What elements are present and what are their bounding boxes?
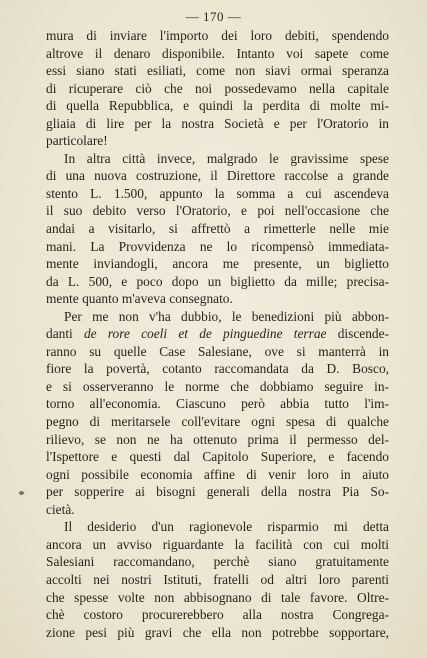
text-line: di quella Repubblica, e quindi la perdita di molte mi- [46, 98, 389, 114]
text-line: essi siano stati esiliati, come non siavi ormai speranza [46, 63, 389, 79]
text-line: di ricuperare ciò che noi possedevamo nella capitale [46, 80, 389, 96]
text-segment: danti [46, 326, 84, 342]
text-line: particolare! [46, 133, 108, 149]
margin-ink-spot [19, 491, 24, 495]
text-line: di una nuova costruzione, il Direttore raccolse a grande [46, 168, 389, 184]
text-line: Il desiderio d'un ragionevole risparmio mi detta [64, 519, 389, 535]
text-line: Salesiani raccomandano, perchè siano gratuitamente [46, 554, 389, 570]
page-number: — 170 — [185, 9, 242, 24]
text-line: il suo debito verso l'Oratorio, e poi nell'occasione che [46, 203, 389, 219]
text-line: torno all'economia. Ciascuno però abbia tutto l'im- [46, 396, 389, 412]
text-line: l'Ispettore e questi dal Capitolo Superiore, e facendo [46, 449, 389, 465]
text-line: stento L. 1.500, appunto la somma a cui ascendeva [46, 185, 389, 201]
text-line [46, 325, 389, 343]
text-line: Per me non v'ha dubbio, le benedizioni più abbon- [64, 308, 389, 324]
text-line: chè costoro procurerebbero alla nostra Congrega- [46, 607, 389, 623]
text-line: accolti nei nostri Istituti, fratelli od altri loro parenti [46, 571, 389, 587]
text-line: ancora un avviso riguardante la facilità con cui molti [46, 536, 389, 552]
text-line: mente quanto m'aveva consegnato. [46, 291, 233, 307]
text-line: In altra città invece, malgrado le gravissime spese [64, 150, 389, 166]
text-line: da L. 500, e poco dopo un biglietto da mille; precisa- [46, 273, 389, 289]
text-line: ranno su quelle Case Salesiane, ove si manterrà in [46, 343, 389, 359]
text-segment: discende- [326, 326, 389, 342]
text-line: gliaia di lire per la nostra Società e per l'Oratorio in [46, 115, 389, 131]
text-line: altrove il denaro disponibile. Intanto voi sapete come [46, 45, 389, 61]
text-line: fiore la povertà, cotanto raccomandata da D. Bosco, [46, 361, 389, 377]
text-line: mura di inviare l'importo dei loro debiti, spendendo [46, 28, 389, 43]
latin-quote: de rore coeli et de pinguedine terrae [83, 326, 327, 342]
text-line: mani. La Provvidenza ne lo ricompensò immediata- [46, 238, 389, 254]
text-line: per sopperire ai bisogni generali della nostra Pia So- [46, 484, 389, 500]
text-line: zione pesi più gravi che ella non potrebbe sopportare, [46, 624, 389, 640]
text-line: mente inviandogli, ancora me presente, un biglietto [46, 256, 389, 272]
text-line: ogni possibile economia affine di venir loro in aiuto [46, 466, 389, 482]
text-line: cietà. [46, 501, 75, 517]
text-line: andai a visitarlo, si affrettò a rimetterle nelle mie [46, 221, 389, 237]
text-line: che spesse volte non abbisognano di tale favore. Oltre- [46, 589, 389, 605]
body-text [46, 27, 389, 641]
text-line: rilievo, se non ne ha ottenuto prima il permesso del- [46, 431, 389, 447]
text-line: pegno di meritarsele coll'evitare ogni spesa di qualche [46, 414, 389, 430]
text-line: e si osserveranno le norme che dobbiamo seguire in- [46, 378, 389, 394]
